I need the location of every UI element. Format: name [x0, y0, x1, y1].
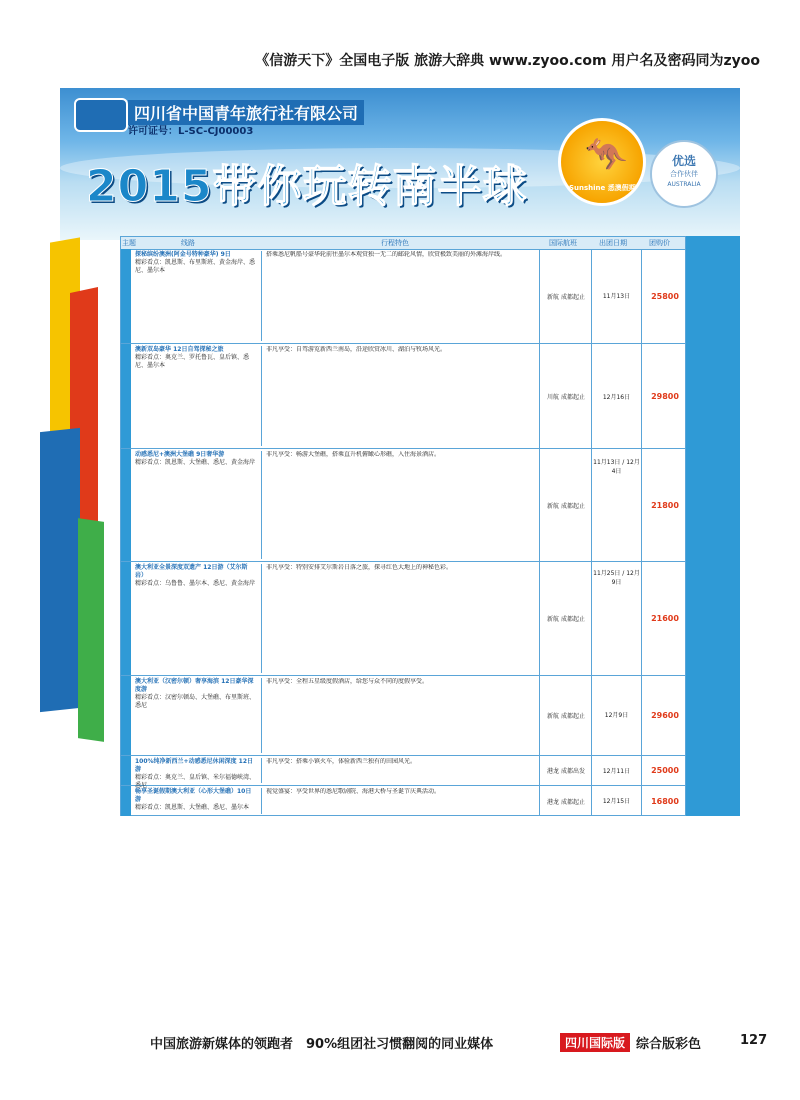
- edition-tag: 四川国际版: [560, 1033, 630, 1052]
- flight-cell: 新航 成都起止: [539, 449, 592, 561]
- date-cell: 12月9日: [591, 676, 641, 755]
- features-text: 视觉盛宴：享受世界的悉尼歌剧院、海港大桥与圣诞节庆典活动。: [261, 788, 536, 814]
- route-title: 畅享圣诞假期澳大利亚（心形大堡礁）10日游: [135, 788, 252, 803]
- header-route: 线路: [181, 239, 195, 247]
- route-title: 澳大利亚（汉密尔顿）奢享海滨 12日豪华深度游: [135, 678, 254, 693]
- header-price: 团购价: [649, 239, 670, 247]
- badge-country: AUSTRALIA: [667, 181, 701, 188]
- route-title: 100%纯净新西兰+动感悉尼休闲深度 12日游: [135, 758, 254, 773]
- route-text: 精彩看点：奥克兰、皇后镇、米尔福德峡湾、悉尼: [135, 774, 256, 789]
- table-row: [121, 249, 685, 344]
- flight-cell: 川航 成都起止: [539, 344, 592, 448]
- date-cell: 12月11日: [591, 756, 641, 785]
- price-cell: 21600: [641, 562, 688, 675]
- header-theme: 主题: [122, 239, 136, 247]
- kangaroo-icon: 🦘: [585, 135, 628, 175]
- route-text: 精彩看点：凯恩斯、大堡礁、悉尼、墨尔本: [135, 804, 250, 811]
- header-features: 行程特色: [381, 239, 409, 247]
- license-number: 许可证号：L-SC-CJ00003: [128, 126, 254, 137]
- table-row: [121, 756, 685, 789]
- page-number: 127: [740, 1033, 768, 1048]
- features-text: 非凡享受：全程五星级度假酒店，给您与众不同的度假享受。: [261, 678, 536, 753]
- company-logo: [74, 98, 128, 132]
- flight-cell: 新航 成都起止: [539, 249, 592, 343]
- route-text: 精彩看点：乌鲁鲁、墨尔本、悉尼、黄金海岸: [135, 580, 256, 587]
- price-cell: 25000: [641, 756, 688, 785]
- badge-sub: 合作伙伴: [670, 170, 698, 178]
- kangaroo-badge: [558, 118, 646, 206]
- table-row: [121, 676, 685, 756]
- route-text: 精彩看点：凯恩斯、布里斯班、黄金海岸、悉尼、墨尔本: [135, 259, 256, 274]
- features-text: 搭乘悉尼帆船号豪华轮前往墨尔本观赏独一无二的邮轮风情，欣赏极致美丽的外滩海岸线。: [261, 251, 536, 341]
- date-cell: 12月16日: [591, 344, 641, 448]
- edition-label: 综合版彩色: [636, 1037, 702, 1052]
- route-title: 探秘缤纷澳洲(阿金号特种豪华) 9日: [135, 251, 231, 258]
- header-flight: 国际航班: [549, 239, 577, 247]
- route-title: 澳新双岛豪华 12日自驾探秘之旅: [135, 346, 224, 353]
- right-color-bar: [686, 236, 740, 816]
- badge-main: 优选: [671, 154, 696, 168]
- company-name: 四川省中国青年旅行社有限公司: [128, 100, 364, 125]
- features-text: 非凡享受：自驾游览新西兰南岛，沿途欣赏冰川、湖泊与牧场风光。: [261, 346, 536, 446]
- badge-sunshine: Sunshine 悉澳假期: [569, 184, 636, 192]
- masthead: 《信游天下》全国电子版 旅游大辞典 www.zyoo.com 用户名及密码同为zyoo: [255, 53, 760, 69]
- tour-table: [120, 236, 686, 816]
- price-cell: 16800: [641, 786, 688, 816]
- page-headline: 2015带你玩转南半球: [86, 161, 528, 212]
- table-row: [121, 449, 685, 562]
- flight-cell: 港龙 成都起止: [539, 786, 592, 816]
- route-title: 动感悉尼+澳洲大堡礁 9日奢华游: [135, 451, 225, 458]
- price-cell: 29800: [641, 344, 688, 448]
- route-text: 精彩看点：凯恩斯、大堡礁、悉尼、黄金海岸: [135, 459, 256, 466]
- features-text: 非凡享受：搭乘小镇火车，体验新西兰独有的田园风光。: [261, 758, 536, 783]
- features-text: 非凡享受：畅游大堡礁，搭乘直升机俯瞰心形礁，入住海景酒店。: [261, 451, 536, 559]
- flight-cell: 新航 成都起止: [539, 562, 592, 675]
- decorative-color-bars: [0, 230, 110, 750]
- price-cell: 25800: [641, 249, 688, 343]
- price-cell: 29600: [641, 676, 688, 755]
- route-title: 澳大利亚全景深度双遗产 12日游（艾尔斯岩）: [135, 564, 248, 579]
- flight-cell: 港龙 成都出发: [539, 756, 592, 785]
- flight-cell: 新航 成都起止: [539, 676, 592, 755]
- route-text: 精彩看点：奥克兰、罗托鲁瓦、皇后镇、悉尼、墨尔本: [135, 354, 250, 369]
- date-cell: 11月13日: [591, 249, 641, 343]
- footer: [0, 1024, 800, 1064]
- features-text: 非凡享受：特别安排艾尔斯岩日落之旅，探寻红色大地上的神秘色彩。: [261, 564, 536, 673]
- date-cell: 12月15日: [591, 786, 641, 816]
- price-cell: 21800: [641, 449, 688, 561]
- top-bar: [0, 0, 800, 88]
- table-row: [121, 786, 685, 816]
- date-cell: 11月13日 / 12月4日: [591, 449, 641, 561]
- header-date: 出团日期: [599, 239, 627, 247]
- route-text: 精彩看点：汉密尔顿岛、大堡礁、布里斯班、悉尼: [135, 694, 256, 709]
- date-cell: 11月25日 / 12月9日: [591, 562, 641, 675]
- partner-badge: [650, 140, 718, 208]
- table-row: [121, 344, 685, 449]
- table-row: [121, 562, 685, 676]
- footer-slogan: 中国旅游新媒体的领跑者 90%组团社习惯翻阅的同业媒体: [150, 1037, 494, 1052]
